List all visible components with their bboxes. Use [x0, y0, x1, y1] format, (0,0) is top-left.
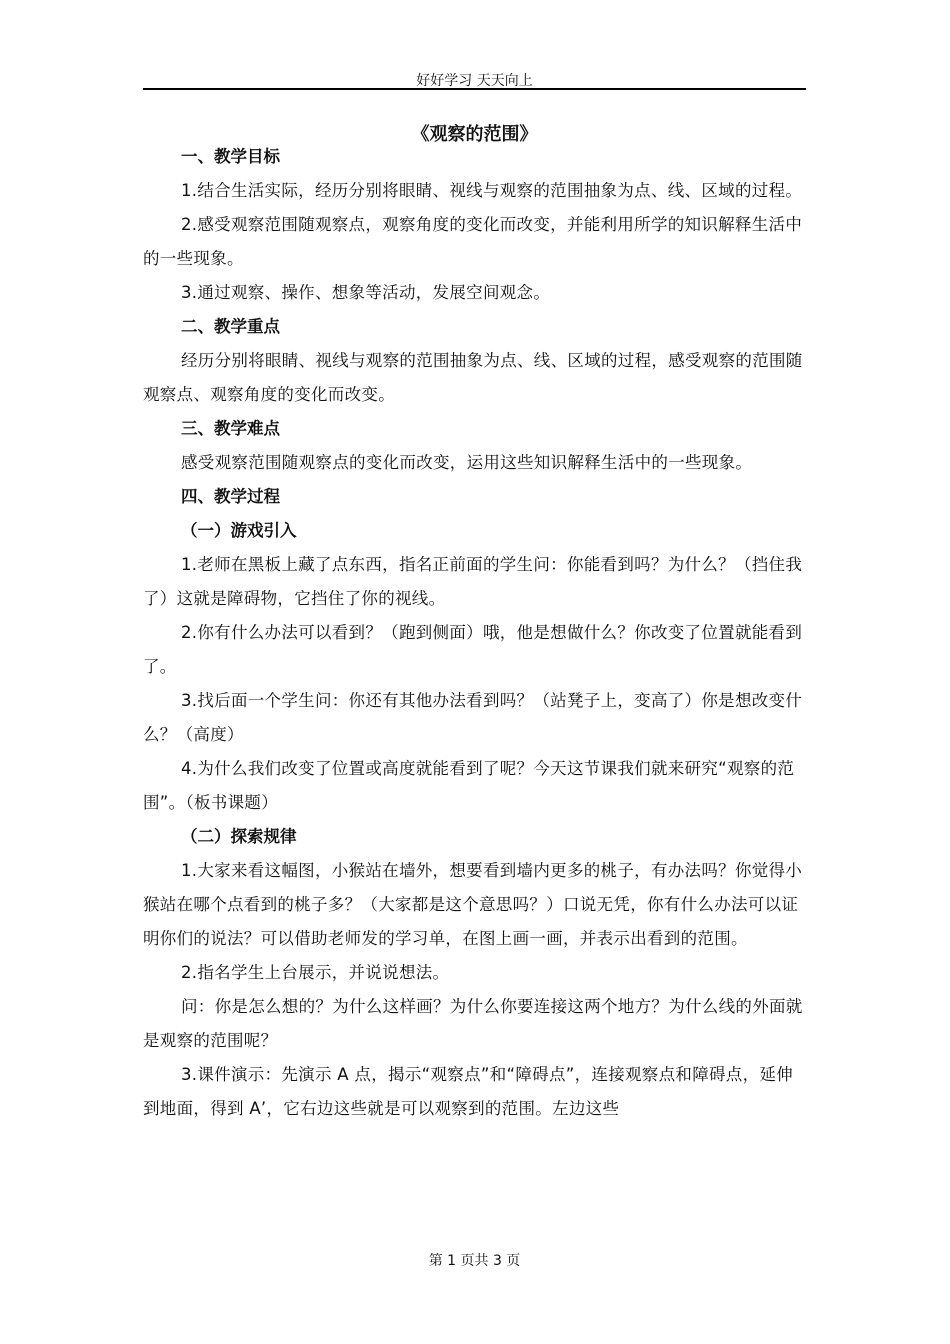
section-heading-key-points: 二、教学重点 [181, 317, 280, 336]
document-title: 《观察的范围》 [411, 124, 538, 145]
page-footer: 第 1 页共 3 页 [428, 1253, 521, 1269]
paragraph: 4.为什么我们改变了位置或高度就能看到了呢？今天这节课我们就来研究“观察的范围”。（板书课题） [143, 759, 795, 812]
paragraph: 3.课件演示：先演示 A 点，揭示“观察点”和“障碍点”，连接观察点和障碍点，延伸到地面，得到 A’，它右边这些就是可以观察到的范围。左边这些 [143, 1065, 794, 1118]
paragraph: 2.指名学生上台展示，并说说想法。 [181, 963, 450, 982]
paragraph: 3.通过观察、操作、想象等活动，发展空间观念。 [181, 283, 551, 302]
paragraph: 1.老师在黑板上藏了点东西，指名正前面的学生问：你能看到吗？为什么？（挡住我了）这就是障碍物，它挡住了你的视线。 [143, 555, 803, 608]
paragraph: 感受观察范围随观察点的变化而改变，运用这些知识解释生活中的一些现象。 [181, 453, 753, 472]
paragraph: 经历分别将眼睛、视线与观察的范围抽象为点、线、区域的过程，感受观察的范围随观察点、观察角度的变化而改变。 [143, 351, 803, 404]
subsection-heading-game: （一）游戏引入 [181, 521, 297, 540]
document-body [143, 140, 806, 1126]
paragraph: 问：你是怎么想的？为什么这样画？为什么你要连接这两个地方？为什么线的外面就是观察的范围呢？ [143, 997, 803, 1050]
paragraph: 1.大家来看这幅图，小猴站在墙外，想要看到墙内更多的桃子，有办法吗？你觉得小猴站在哪个点看到的桃子多？（大家都是这个意思吗？）口说无凭，你有什么办法可以证明你们的说法？可以借助老师发的学习单，在图上画一画，并表示出看到的范围。 [143, 861, 803, 948]
header-rule [143, 88, 806, 90]
section-heading-difficulties: 三、教学难点 [181, 419, 280, 438]
paragraph: 2.感受观察范围随观察点，观察角度的变化而改变，并能利用所学的知识解释生活中的一些现象。 [143, 215, 803, 268]
subsection-heading-explore: （二）探索规律 [181, 827, 297, 846]
section-heading-process: 四、教学过程 [181, 487, 280, 506]
paragraph: 1.结合生活实际，经历分别将眼睛、视线与观察的范围抽象为点、线、区域的过程。 [181, 181, 803, 200]
page-header: 好好学习 天天向上 [416, 73, 533, 89]
paragraph: 2.你有什么办法可以看到？（跑到侧面）哦，他是想做什么？你改变了位置就能看到了。 [143, 623, 803, 676]
paragraph: 3.找后面一个学生问：你还有其他办法看到吗？（站凳子上，变高了）你是想改变什么？（高度） [143, 691, 803, 744]
section-heading-goals: 一、教学目标 [181, 147, 280, 166]
